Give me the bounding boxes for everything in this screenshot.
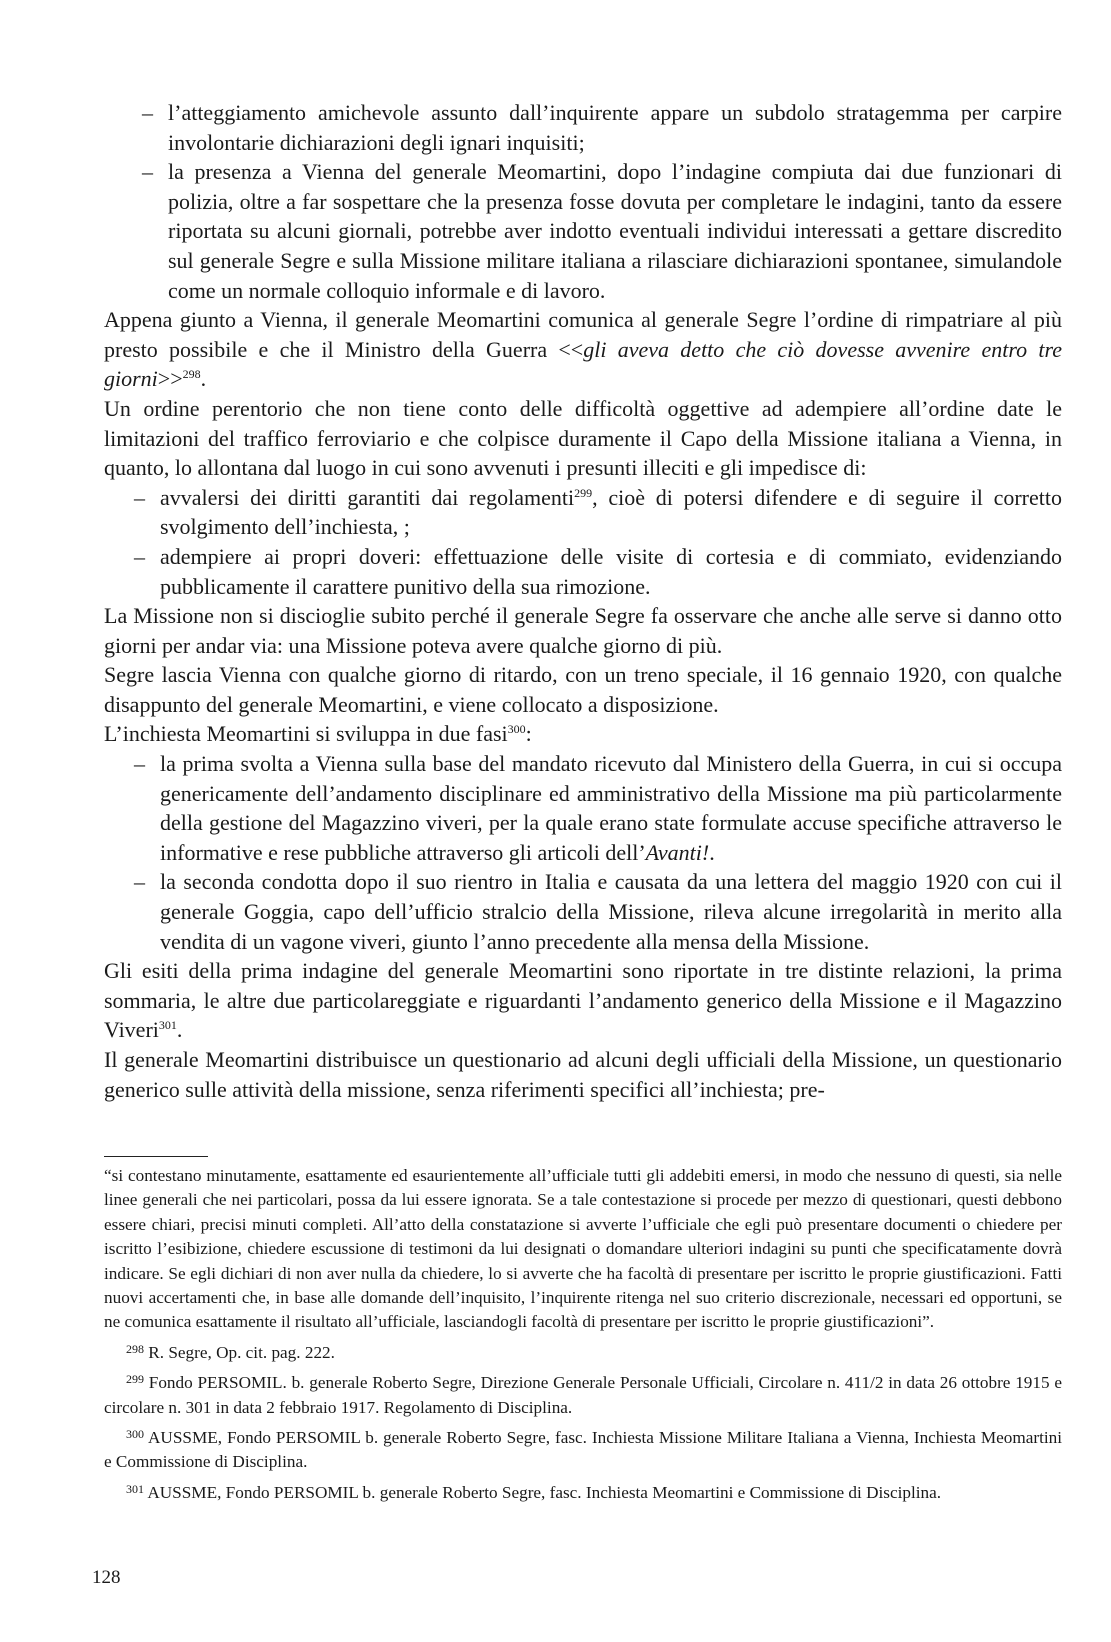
list-item-text: l’atteggiamento amichevole assunto dall’inquirente appare un subdolo stratagemma per carpire involontarie dichiarazioni degli ignari inquisiti; [168, 100, 1062, 155]
list-item-text: adempiere ai propri doveri: effettuazione delle visite di cortesia e di commiato, evidenziando pubblicamente il carattere punitivo della sua rimozione. [160, 543, 1062, 599]
list-item [104, 867, 1062, 956]
list-item: – la prima svolta a Vienna sulla base del mandato ricevuto dal Ministero della Guerra, in cui si occupa genericamente dell’andamento disciplinare ed amministrativo della Missione ma più particolarmente della gestione del Magazzino viveri, per la quale erano state formulate accuse specifiche attraverso le informative e rese pubbliche attraverso gli articoli dell’Avanti!. [134, 751, 1062, 865]
bullet-dash: – [142, 100, 153, 125]
list-item [104, 98, 1062, 157]
list-item: – avvalersi dei diritti garantiti dai regolamenti$^{299}$, cioè di potersi difendere e di seguire il corretto svolgimento dell’inchiesta, ; [134, 484, 1063, 540]
page-number: 128 [92, 1567, 121, 1588]
bullet-dash: – [134, 869, 145, 895]
bullet-dash: – [134, 751, 145, 777]
bullet-dash: – [142, 159, 153, 185]
list-item [104, 157, 1062, 305]
list-item-text: la seconda condotta dopo il suo rientro in Italia e causata da una lettera del maggio 1920 con cui il generale Goggia, capo dell’ufficio stralcio della Missione, rileva alcune irregolarità in merito alla vendita di un vagone viveri, giunto l’anno precedente alla mensa della Missione. [160, 869, 1062, 954]
footnote-ref: 298 [182, 367, 201, 382]
footnote-ref: 299 [574, 485, 593, 500]
footnote-299: $^{299}$ Fondo PERSOMIL. b. generale Roberto Segre, Direzione Generale Personale Ufficiali, Circolare n. 411/2 in data 26 ottobre 1915 e circolare n. 301 in data 2 febbraio 1917. Regolamento di Disciplina. [104, 1372, 1062, 1417]
footnote-298: $^{298}$ R. Segre, Op. cit. pag. 222. [126, 1341, 335, 1362]
main-text [104, 98, 1062, 1104]
footnotes [104, 1164, 1062, 1505]
paragraph-ordine: Un ordine perentorio che non tiene conto delle difficoltà oggettive ad adempiere all’ordine date le limitazioni del traffico ferroviario e che colpisce duramente il Capo della Missione italiana a Vienna, in quanto, lo allontana dal luogo in cui sono avvenuti i presunti illeciti e gli impedisce di: [104, 395, 1062, 481]
list-item-text: la presenza a Vienna del generale Meomartini, dopo l’indagine compiuta dai due funzionari di polizia, oltre a far sospettare che la presenza fosse dovuta per completare le indagini, tanto da essere riportata su alcuni giornali, potrebbe aver indotto eventuali individui interessati a gettare discredito sul generale Segre e sulla Missione militare italiana a rilasciare dichiarazioni spontanee, simulandole come un normale colloquio informale e di lavoro. [168, 159, 1062, 303]
footnote-301: $^{301}$ AUSSME, Fondo PERSOMIL b. generale Roberto Segre, fasc. Inchiesta Meomartini e Commissione di Disciplina. [126, 1481, 942, 1502]
paragraph-appena: Appena giunto a Vienna, il generale Meomartini comunica al generale Segre l’ordine di rimpatriare al più presto possibile e che il Ministro della Guerra <<gli aveva detto che ciò dovesse avvenire entro tre giorni>>$^{298}$. [104, 307, 1062, 392]
footnote-300: $^{300}$ AUSSME, Fondo PERSOMIL b. generale Roberto Segre, fasc. Inchiesta Missione Militare Italiana a Vienna, Inchiesta Meomartini e Commissione di Disciplina. [104, 1427, 1062, 1472]
paragraph-inchiesta: L’inchiesta Meomartini si sviluppa in due fasi$^{300}$: [104, 721, 532, 747]
paragraph-missione: La Missione non si discioglie subito perché il generale Segre fa osservare che anche alle serve si danno otto giorni per andar via: una Missione poteva avere qualche giorno di più. [104, 603, 1062, 658]
footnote-divider [104, 1156, 208, 1157]
footnote-ref: 301 [158, 1018, 177, 1033]
list-item [104, 542, 1062, 601]
bullet-dash: – [134, 484, 145, 510]
paragraph-esiti: Gli esiti della prima indagine del generale Meomartini sono riportate in tre distinte relazioni, la prima sommaria, le altre due particolareggiate e riguardanti l’andamento generico della Missione e il Magazzino Viveri$^{301}$. [104, 958, 1062, 1043]
paragraph-segre: Segre lascia Vienna con qualche giorno di ritardo, con un treno speciale, il 16 gennaio 1920, con qualche disappunto del generale Meomartini, e viene collocato a disposizione. [104, 662, 1062, 717]
footnote-ref: 300 [507, 722, 526, 737]
paragraph-questionario: Il generale Meomartini distribuisce un questionario ad alcuni degli ufficiali della Missione, un questionario generico sulle attività della missione, senza riferimenti specifici all’inchiesta; pre- [104, 1047, 1062, 1102]
bullet-dash: – [134, 543, 145, 569]
footnote-continuation: “si contestano minutamente, esattamente ed esaurientemente all’ufficiale tutti gli addebiti emersi, in modo che nessuno di questi, sia nelle linee generali che nei particolari, possa da lui essere ignorata. Se a tale contestazione si procede per mezzo di questionari, questi debbono essere chiari, precisi minuti completi. All’atto della constatazione si avverte l’ufficiale che egli può presentare documenti o chiedere per iscritto l’esibizione, chiedere escussione di testimoni da lui designati o domandare ulteriori indagini su punti che specificatamente dovrà indicare. Se egli dichiari di non aver nulla da chiedere, lo si avverte che ha facoltà di presentare per iscritto le proprie giustificazioni. Fatti nuovi accertamenti che, in base alle domande dell’inquisito, l’inquirente ritenga nel suo criterio discrezionale, necessari ed opportuni, se ne comunica esattamente il risultato all’ufficiale, lasciandogli facoltà di presentare per iscritto le proprie giustificazioni”. [104, 1166, 1062, 1332]
